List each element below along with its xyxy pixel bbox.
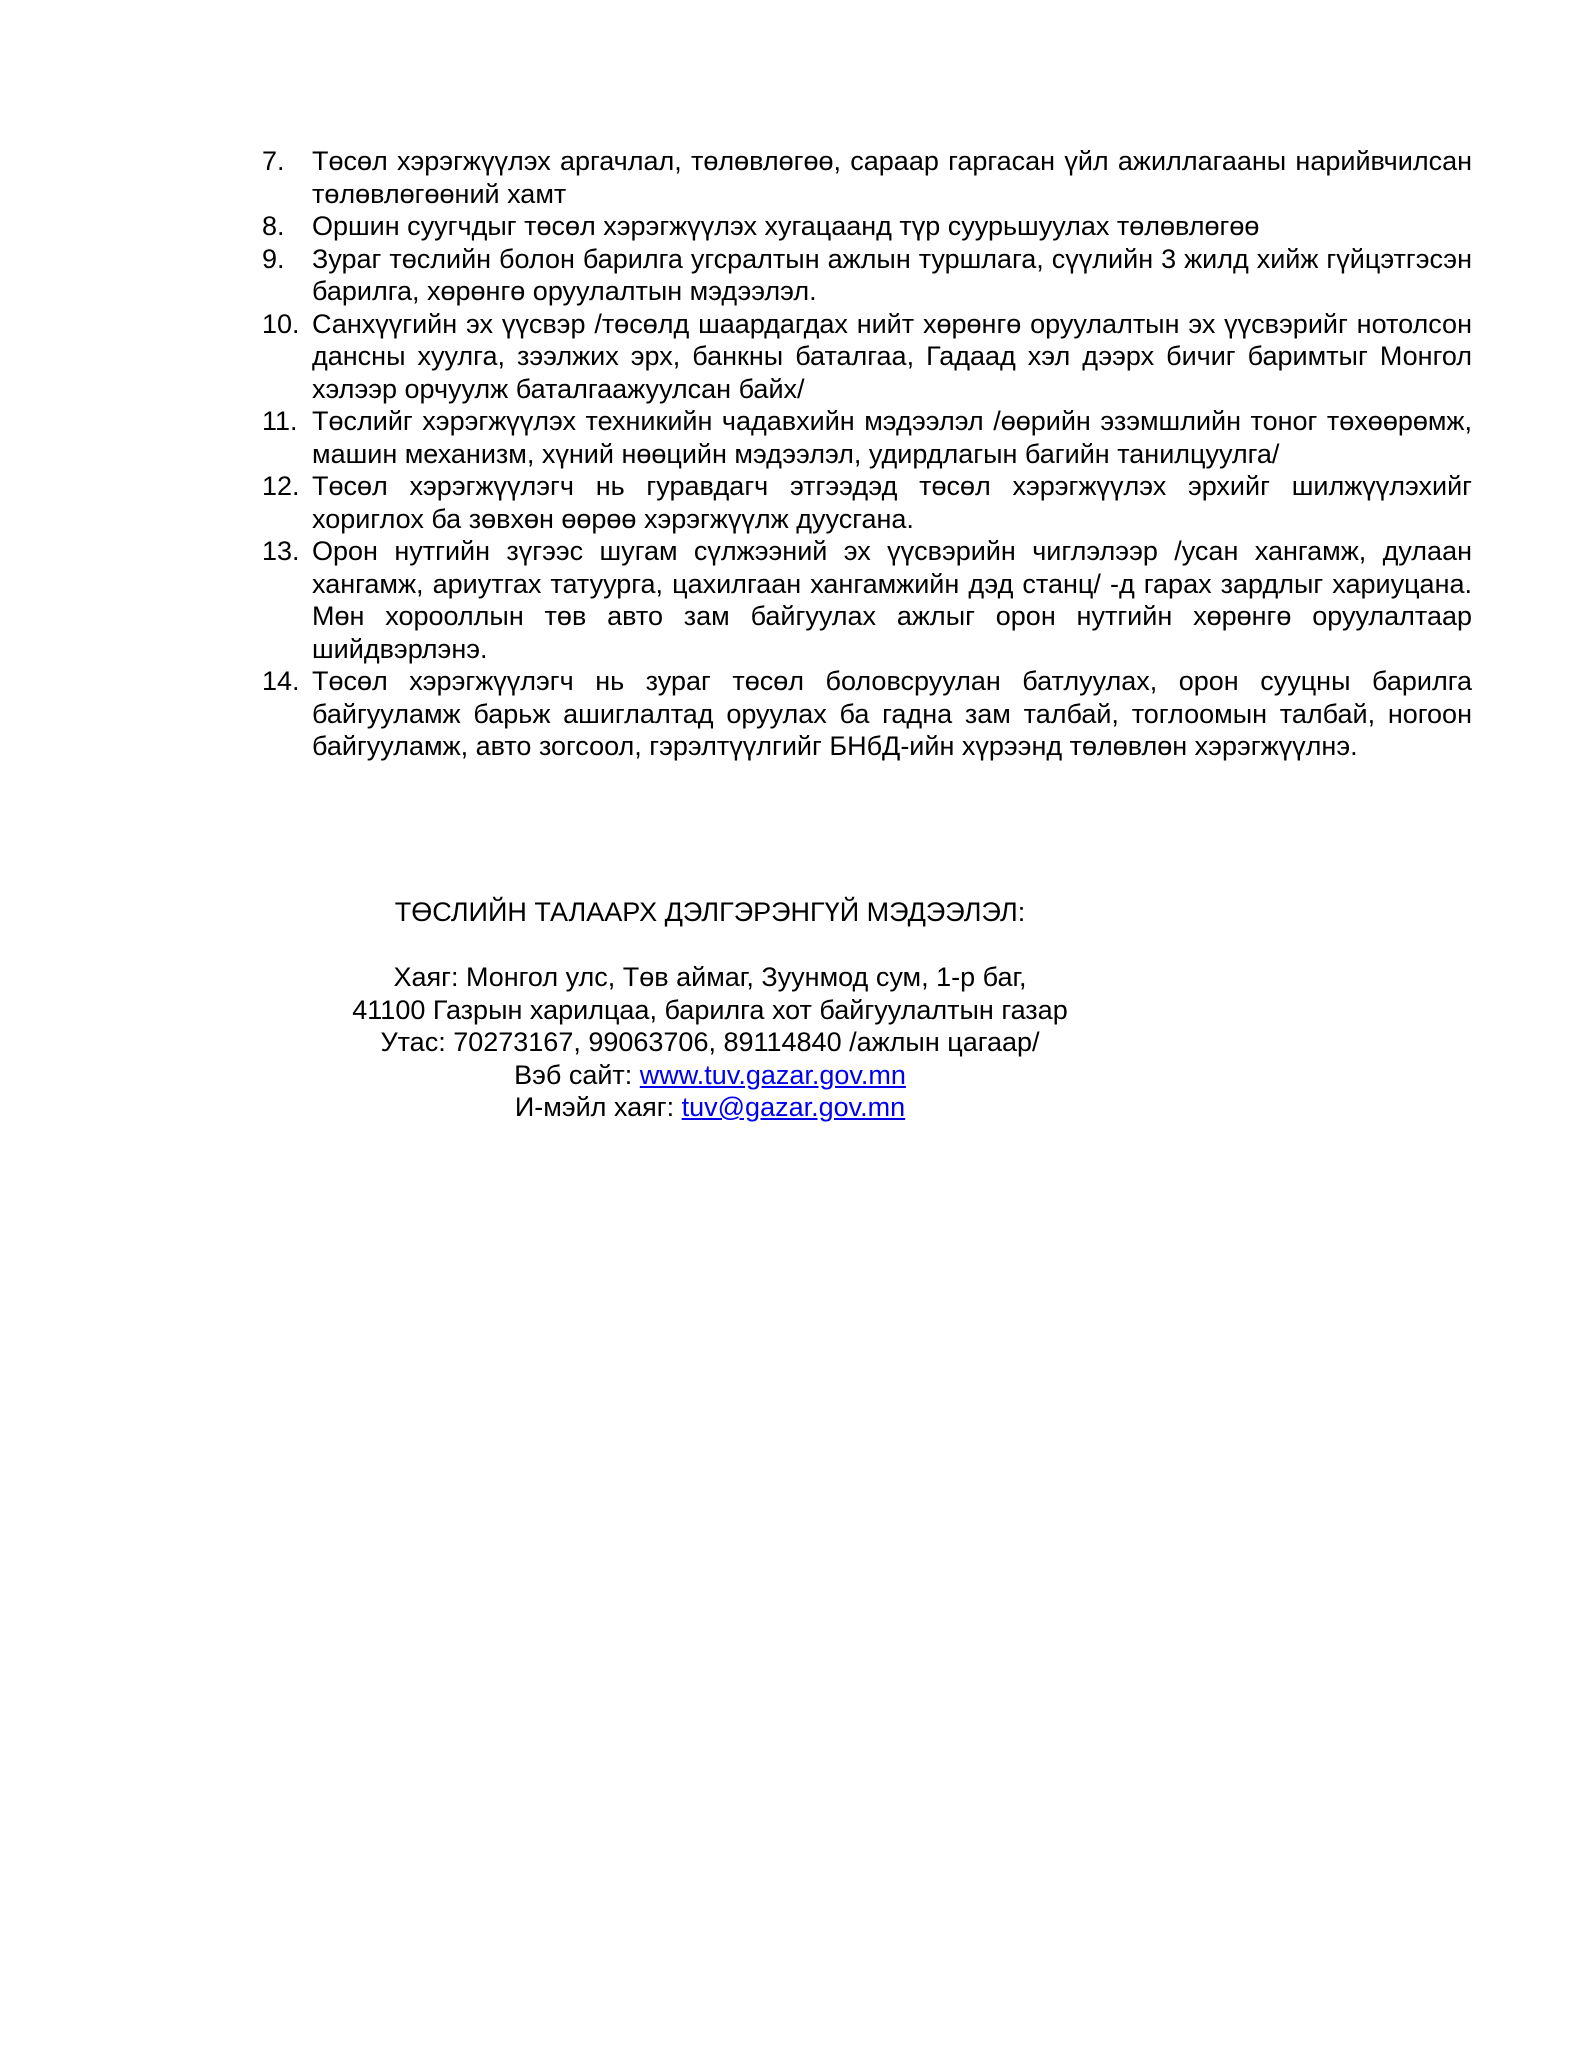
list-item-text: Орон нутгийн зүгээс шугам сүлжээний эх үүсвэрийн чиглэлээр /усан хангамж, дулаан хангамж, ариутгах татуурга, цахилгаан хангамжийн дэд станц/ -д гарах зардлыг хариуцана. Мөн хорооллын төв авто зам байгуулах ажлыг орон нутгийн хөрөнгө оруулалтаар шийдвэрлэнэ. (312, 536, 1472, 664)
list-item (262, 470, 1472, 535)
email-label: И-мэйл хаяг: (514, 1092, 682, 1122)
list-item (262, 210, 1472, 243)
list-item (262, 535, 1472, 665)
address-line-2: 41100 Газрын харилцаа, барилга хот байгуулалтын газар (352, 994, 1068, 1025)
contact-heading: ТӨСЛИЙН ТАЛААРХ ДЭЛГЭРЭНГҮЙ МЭДЭЭЛЭЛ: (394, 897, 1026, 927)
list-item (262, 308, 1472, 406)
list-item-number: 13. (262, 536, 300, 566)
website-link[interactable]: www.tuv.gazar.gov.mn (639, 1059, 906, 1090)
list-item (262, 243, 1472, 308)
list-item-text: Зураг төслийн болон барилга угсралтын ажлын туршлага, сүүлийн 3 жилд хийж гүйцэтгэсэн барилга, хөрөнгө оруулалтын мэдээлэл. (312, 243, 1472, 306)
email-link[interactable]: tuv@gazar.gov.mn (681, 1092, 906, 1122)
website-label: Вэб сайт: (514, 1059, 640, 1090)
phone-line: Утас: 70273167, 99063706, 89114840 /ажлын цагаар/ (380, 1027, 1040, 1057)
address-line-1: Хаяг: Монгол улс, Төв аймаг, Зуунмод сум, 1-р баг, (393, 962, 1027, 992)
list-item (262, 405, 1472, 470)
list-item-number: 7. (262, 146, 285, 176)
list-item-text: Төсөл хэрэгжүүлэх аргачлал, төлөвлөгөө, сараар гаргасан үйл ажиллагааны нарийвчилсан төлөвлөгөөний хамт (312, 146, 1472, 209)
list-item-text: Төслийг хэрэгжүүлэх техникийн чадавхийн мэдээлэл /өөрийн эзэмшлийн тоног төхөөрөмж, машин механизм, хүний нөөцийн мэдээлэл, удирдлагын багийн танилцуулга/ (312, 406, 1472, 469)
list-item-text: Санхүүгийн эх үүсвэр /төсөлд шаардагдах нийт хөрөнгө оруулалтын эх үүсвэрийг нотолсон дансны хуулга, зээлжих эрх, банкны баталгаа, Гадаад хэл дээрх бичиг баримтыг Монгол хэлээр орчуулж баталгаажуулсан байх/ (312, 308, 1472, 404)
list-item-number: 14. (262, 666, 300, 696)
email-line (0, 1091, 1420, 1124)
list-item-text: Оршин суугчдыг төсөл хэрэгжүүлэх хугацаанд түр суурьшуулах төлөвлөгөө (312, 211, 1260, 241)
list-item-number: 10. (262, 308, 300, 339)
list-item (262, 145, 1472, 210)
list-item-number: 8. (262, 211, 285, 241)
website-line (0, 1059, 1420, 1092)
list-item-text: Төсөл хэрэгжүүлэгч нь зураг төсөл боловсруулан батлуулах, орон сууцны барилга байгууламж барьж ашиглалтад оруулах ба гадна зам талбай, тоглоомын талбай, ногоон байгууламж, авто зогсоол, гэрэлтүүлгийг БНбД-ийн хүрээнд төлөвлөн хэрэгжүүлнэ. (312, 666, 1472, 761)
contact-info (0, 961, 1420, 1124)
list-item (262, 665, 1472, 763)
list-item-number: 11. (262, 406, 298, 436)
list-item-number: 12. (262, 471, 300, 501)
requirements-list (262, 145, 1472, 763)
list-item-number: 9. (262, 243, 285, 274)
list-item-text: Төсөл хэрэгжүүлэгч нь гуравдагч этгээдэд төсөл хэрэгжүүлэх эрхийг шилжүүлэхийг хориглох ба зөвхөн өөрөө хэрэгжүүлж дуусгана. (312, 471, 1472, 534)
